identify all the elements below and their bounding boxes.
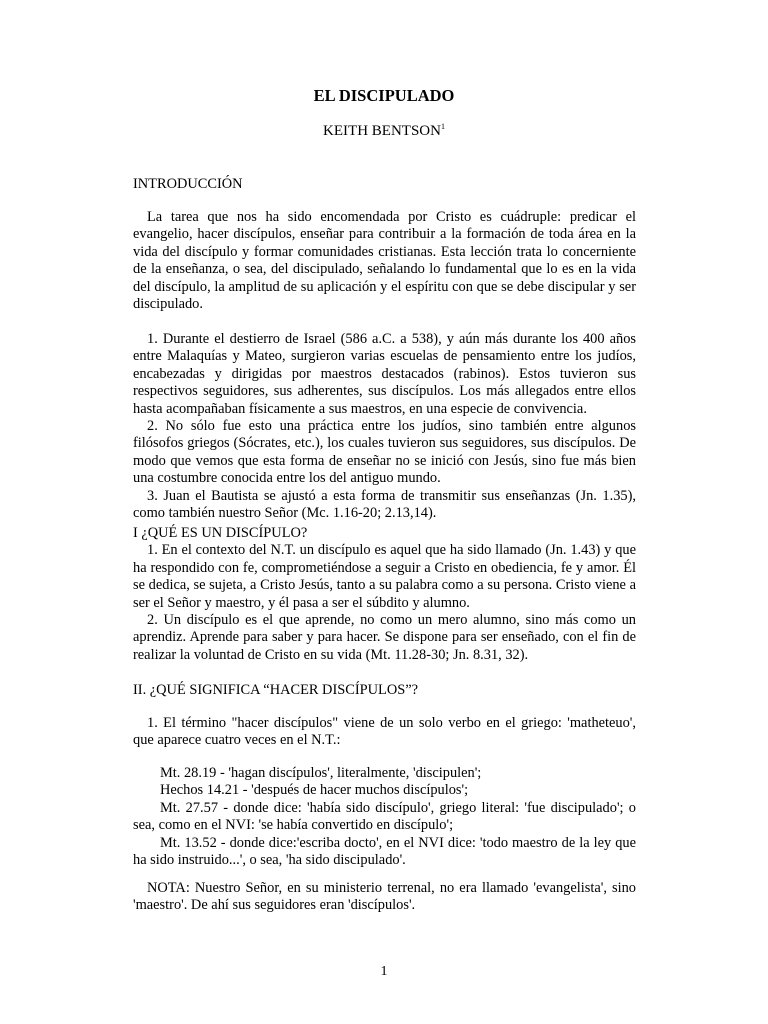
nota-block bbox=[133, 880, 636, 915]
intro-points bbox=[133, 331, 636, 522]
intro-paragraph-block bbox=[133, 209, 636, 313]
section2-heading-block bbox=[133, 682, 636, 699]
author-footnote-marker: 1 bbox=[440, 122, 445, 131]
intro-paragraph: La tarea que nos ha sido encomendada por Cristo es cuádruple: predicar el evangelio, hacer discípulos, enseñar para contribuir a la formación de toda área en la vida del discípulo y formar comunidades cristianas. Esta lección trata lo concerniente de la enseñanza, o sea, del discipulado, señalando lo fundamental que lo es en la vida del discípulo, la amplitud de su aplicación y el espíritu con que se debe discipular y ser discipulado. bbox=[133, 209, 636, 313]
intro-point-1: 1. Durante el destierro de Israel (586 a.C. a 538), y aún más durante los 400 años entre Malaquías y Mateo, surgieron varias escuelas de pensamiento entre los judíos, encabezadas y dirigidas por maestros destacados (rabinos). Estos tuvieron sus respectivos seguidores, sus adherentes, sus discípulos. Los más allegados entre ellos hasta acompañaban físicamente a sus maestros, en una especie de convivencia. bbox=[133, 331, 636, 417]
section2-paragraph: 1. El término "hacer discípulos" viene de un solo verbo en el griego: 'matheteuo', que aparece cuatro veces en el N.T.: bbox=[133, 715, 636, 749]
section2-paragraph-block bbox=[133, 715, 636, 750]
reference-2: Hechos 14.21 - 'después de hacer muchos discípulos'; bbox=[160, 782, 469, 799]
section1-point-1: 1. En el contexto del N.T. un discípulo es aquel que ha sido llamado (Jn. 1.43) y que ha respondido con fe, comprometiéndose a seguir a Cristo en obediencia, fe y amor. Él se dedica, se sujeta, a Cristo Jesús, tanto a su palabra como a su persona. Cristo viene a ser el Señor y maestro, y él pasa a ser el súbdito y alumno. bbox=[133, 542, 636, 611]
author-name: KEITH BENTSON bbox=[323, 123, 441, 139]
intro-point-2: 2. No sólo fue esto una práctica entre los judíos, sino también entre algunos filósofos griegos (Sócrates, etc.), los cuales tuvieron sus seguidores, sus discípulos. De modo que vemos que esta forma de enseñar no se inició con Jesús, sino fue más bien una costumbre conocida entre los del antiguo mundo. bbox=[133, 418, 636, 487]
intro-heading: INTRODUCCIÓN bbox=[133, 176, 243, 192]
reference-4: Mt. 13.52 - donde dice:'escriba docto', en el NVI dice: 'todo maestro de la ley que ha sido instruido...', o sea, 'ha sido discipulado'. bbox=[133, 834, 636, 869]
intro-point-3: 3. Juan el Bautista se ajustó a esta forma de transmitir sus enseñanzas (Jn. 1.35), como también nuestro Señor (Mc. 1.16-20; 2.13,14). bbox=[133, 487, 636, 522]
reference-3: Mt. 27.57 - donde dice: 'había sido discípulo', griego literal: 'fue discipulado'; o sea, como en el NVI: 'se había convertido en discípulo'; bbox=[133, 799, 636, 834]
reference-list bbox=[133, 765, 636, 869]
section1-heading: I ¿QUÉ ES UN DISCÍPULO? bbox=[133, 525, 308, 541]
section2-heading: II. ¿QUÉ SIGNIFICA “HACER DISCÍPULOS”? bbox=[133, 682, 418, 698]
section1-point-2: 2. Un discípulo es el que aprende, no como un mero alumno, sino más como un aprendiz. Aprende para saber y para hacer. Se dispone para ser enseñado, con el fin de realizar la voluntad de Cristo en su vida (Mt. 11.28-30; Jn. 8.31, 32). bbox=[133, 612, 636, 663]
nota-paragraph: NOTA: Nuestro Señor, en su ministerio terrenal, no era llamado 'evangelista', sino 'maestro'. De ahí sus seguidores eran 'discípulos'. bbox=[133, 880, 636, 914]
document-title: EL DISCIPULADO bbox=[313, 86, 455, 105]
author-line bbox=[0, 122, 768, 140]
intro-heading-block bbox=[133, 176, 636, 193]
page-number: 1 bbox=[380, 964, 388, 979]
reference-1: Mt. 28.19 - 'hagan discípulos', literalmente, 'discipulen'; bbox=[160, 765, 482, 781]
section1 bbox=[133, 525, 636, 664]
